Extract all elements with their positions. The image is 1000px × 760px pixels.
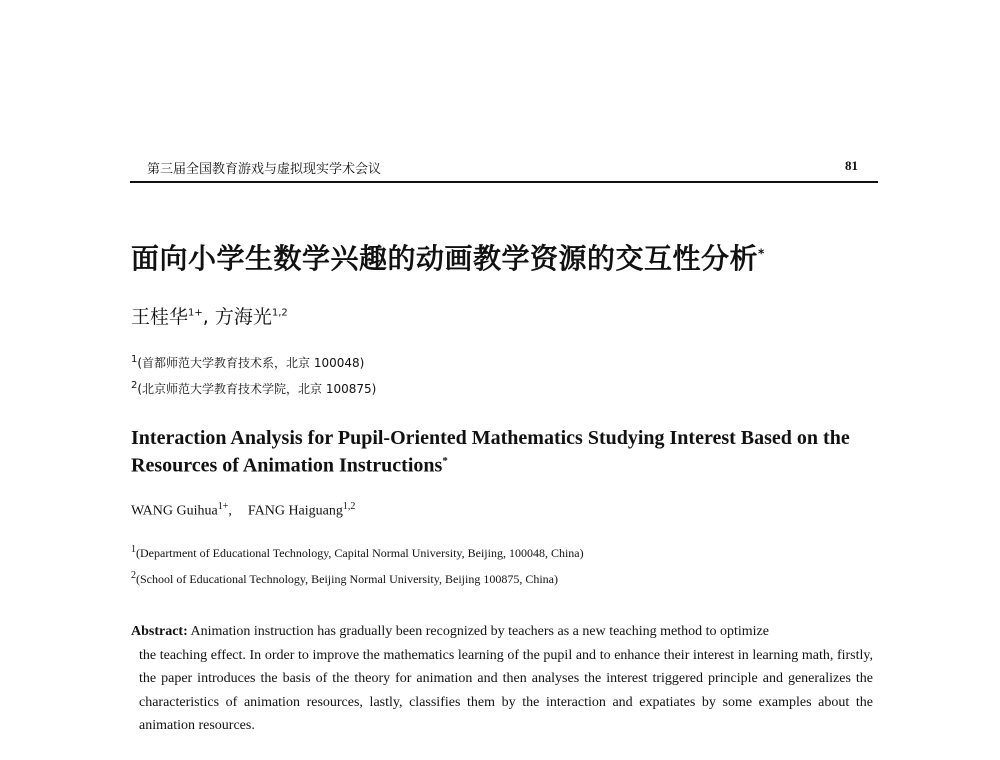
english-author-name: WANG Guihua <box>131 503 218 519</box>
abstract-first-line <box>131 620 873 644</box>
affiliation-text: (首都师范大学教育技术系，北京 100048) <box>137 356 365 370</box>
affiliation-mark: 2 <box>131 570 136 581</box>
english-title <box>131 427 876 478</box>
affiliation-mark: 2 <box>131 380 138 391</box>
abstract-first-text: Animation instruction has gradually been recognized by teachers as a new teaching method to optimize <box>190 624 769 639</box>
author-separator: , <box>228 503 232 519</box>
chinese-title-text: 面向小学生数学兴趣的动画教学资源的交互性分析 <box>131 242 759 275</box>
chinese-title-footnote-mark: * <box>758 246 765 261</box>
english-affiliation <box>131 570 558 587</box>
author-separator: , <box>202 306 215 328</box>
english-affiliation <box>131 544 584 561</box>
chinese-affiliation <box>131 380 376 397</box>
english-author-affil-mark: 1,2 <box>342 501 356 512</box>
english-title-footnote-mark: * <box>442 455 448 467</box>
chinese-author-affil-mark: 1+ <box>188 307 203 319</box>
english-title-text: Interaction Analysis for Pupil-Oriented Mathematics Studying Interest Based on the Resources of Animation Instructions <box>131 427 850 477</box>
affiliation-text: (School of Educational Technology, Beijing Normal University, Beijing 100875, China) <box>136 572 558 586</box>
abstract-body: the teaching effect. In order to improve the mathematics learning of the pupil and to enhance their interest in learning math, firstly, the paper introduces the basis of the theory for animation and then analyses the interest triggered principle and generalizes the characteristics of animation resources, lastly, classifies them by the interaction and expatiates by some examples about the animation resources. <box>139 647 873 733</box>
affiliation-mark: 1 <box>131 544 136 555</box>
chinese-author-name: 王桂华 <box>131 306 189 328</box>
affiliation-mark: 1 <box>131 354 138 365</box>
header-rule <box>130 181 878 183</box>
chinese-affiliation <box>131 354 364 371</box>
abstract <box>131 620 873 738</box>
chinese-author-name: 方海光 <box>214 306 272 328</box>
chinese-author-affil-mark: 1,2 <box>271 307 288 319</box>
abstract-label: Abstract: <box>131 624 188 639</box>
page-number: 81 <box>845 158 858 173</box>
affiliation-text: (北京师范大学教育技术学院，北京 100875) <box>137 382 377 396</box>
affiliation-text: (Department of Educational Technology, Capital Normal University, Beijing, 100048, China) <box>136 546 584 560</box>
running-header: 第三届全国教育游戏与虚拟现实学术会议 <box>147 162 382 177</box>
english-author-name: FANG Haiguang <box>247 503 343 519</box>
english-author-affil-mark: 1+ <box>217 501 229 512</box>
chinese-authors <box>131 302 288 329</box>
english-authors <box>131 501 355 520</box>
chinese-title <box>131 237 765 277</box>
